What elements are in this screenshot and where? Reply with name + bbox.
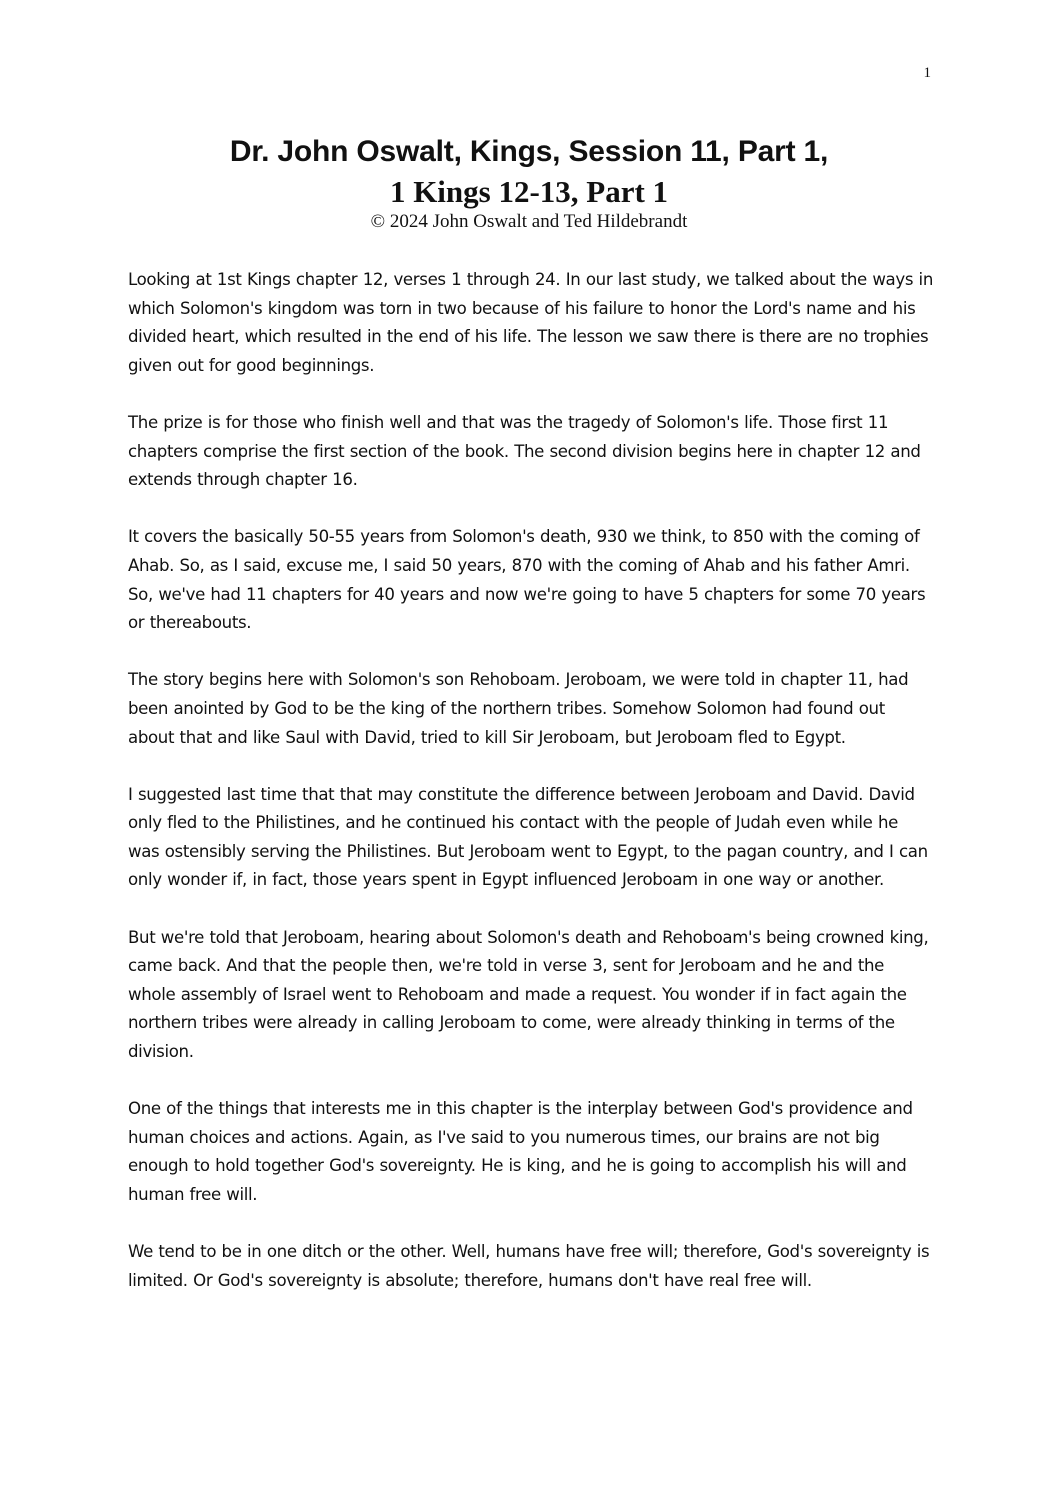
paragraph: Looking at 1st Kings chapter 12, verses 1 through 24. In our last study, we talked about the ways in which Solomon's kingdom was torn in two because of his failure to honor the Lord's name and his divided heart, which resulted in the end of his life. The lesson we saw there is there are no trophies given out for good beginnings. (128, 270, 933, 375)
document-body (128, 266, 934, 1324)
document-subtitle: 1 Kings 12-13, Part 1 (389, 174, 669, 209)
copyright-line: © 2024 John Oswalt and Ted Hildebrandt (370, 211, 688, 232)
paragraph: One of the things that interests me in this chapter is the interplay between God's providence and human choices and actions. Again, as I've said to you numerous times, our brains are not big enough to hold together God's sovereignty. He is king, and he is going to accomplish his will and human free will. (128, 1099, 913, 1204)
document-title: Dr. John Oswalt, Kings, Session 11, Part 1, (229, 135, 829, 168)
page-number: 1 (923, 65, 931, 81)
paragraph: We tend to be in one ditch or the other. Well, humans have free will; therefore, God's sovereignty is limited. Or God's sovereignty is absolute; therefore, humans don't have real free will. (128, 1242, 930, 1290)
paragraph: The prize is for those who finish well and that was the tragedy of Solomon's life. Those first 11 chapters comprise the first section of the book. The second division begins here in chapter 12 and extends through chapter 16. (128, 412, 921, 490)
document-header (120, 132, 938, 233)
paragraph: But we're told that Jeroboam, hearing about Solomon's death and Rehoboam's being crowned king, came back. And that the people then, we're told in verse 3, sent for Jeroboam and he and the whole assembly of Israel went to Rehoboam and made a request. You wonder if in fact again the northern tribes were already in calling Jeroboam to come, were already thinking in terms of the division. (128, 927, 929, 1062)
paragraph: The story begins here with Solomon's son Rehoboam. Jeroboam, we were told in chapter 11, had been anointed by God to be the king of the northern tribes. Somehow Solomon had found out about that and like Saul with David, tried to kill Sir Jeroboam, but Jeroboam fled to Egypt. (128, 670, 909, 747)
paragraph: It covers the basically 50-55 years from Solomon's death, 930 we think, to 850 with the coming of Ahab. So, as I said, excuse me, I said 50 years, 870 with the coming of Ahab and his father Amri. So, we've had 11 chapters for 40 years and now we're going to have 5 chapters for some 70 years or thereabouts. (128, 527, 926, 633)
paragraph: I suggested last time that that may constitute the difference between Jeroboam and David. David only fled to the Philistines, and he continued his contact with the people of Judah even while he was ostensibly serving the Philistines. But Jeroboam went to Egypt, to the pagan country, and I can only wonder if, in fact, those years spent in Egypt influenced Jeroboam in one way or another. (128, 784, 928, 890)
